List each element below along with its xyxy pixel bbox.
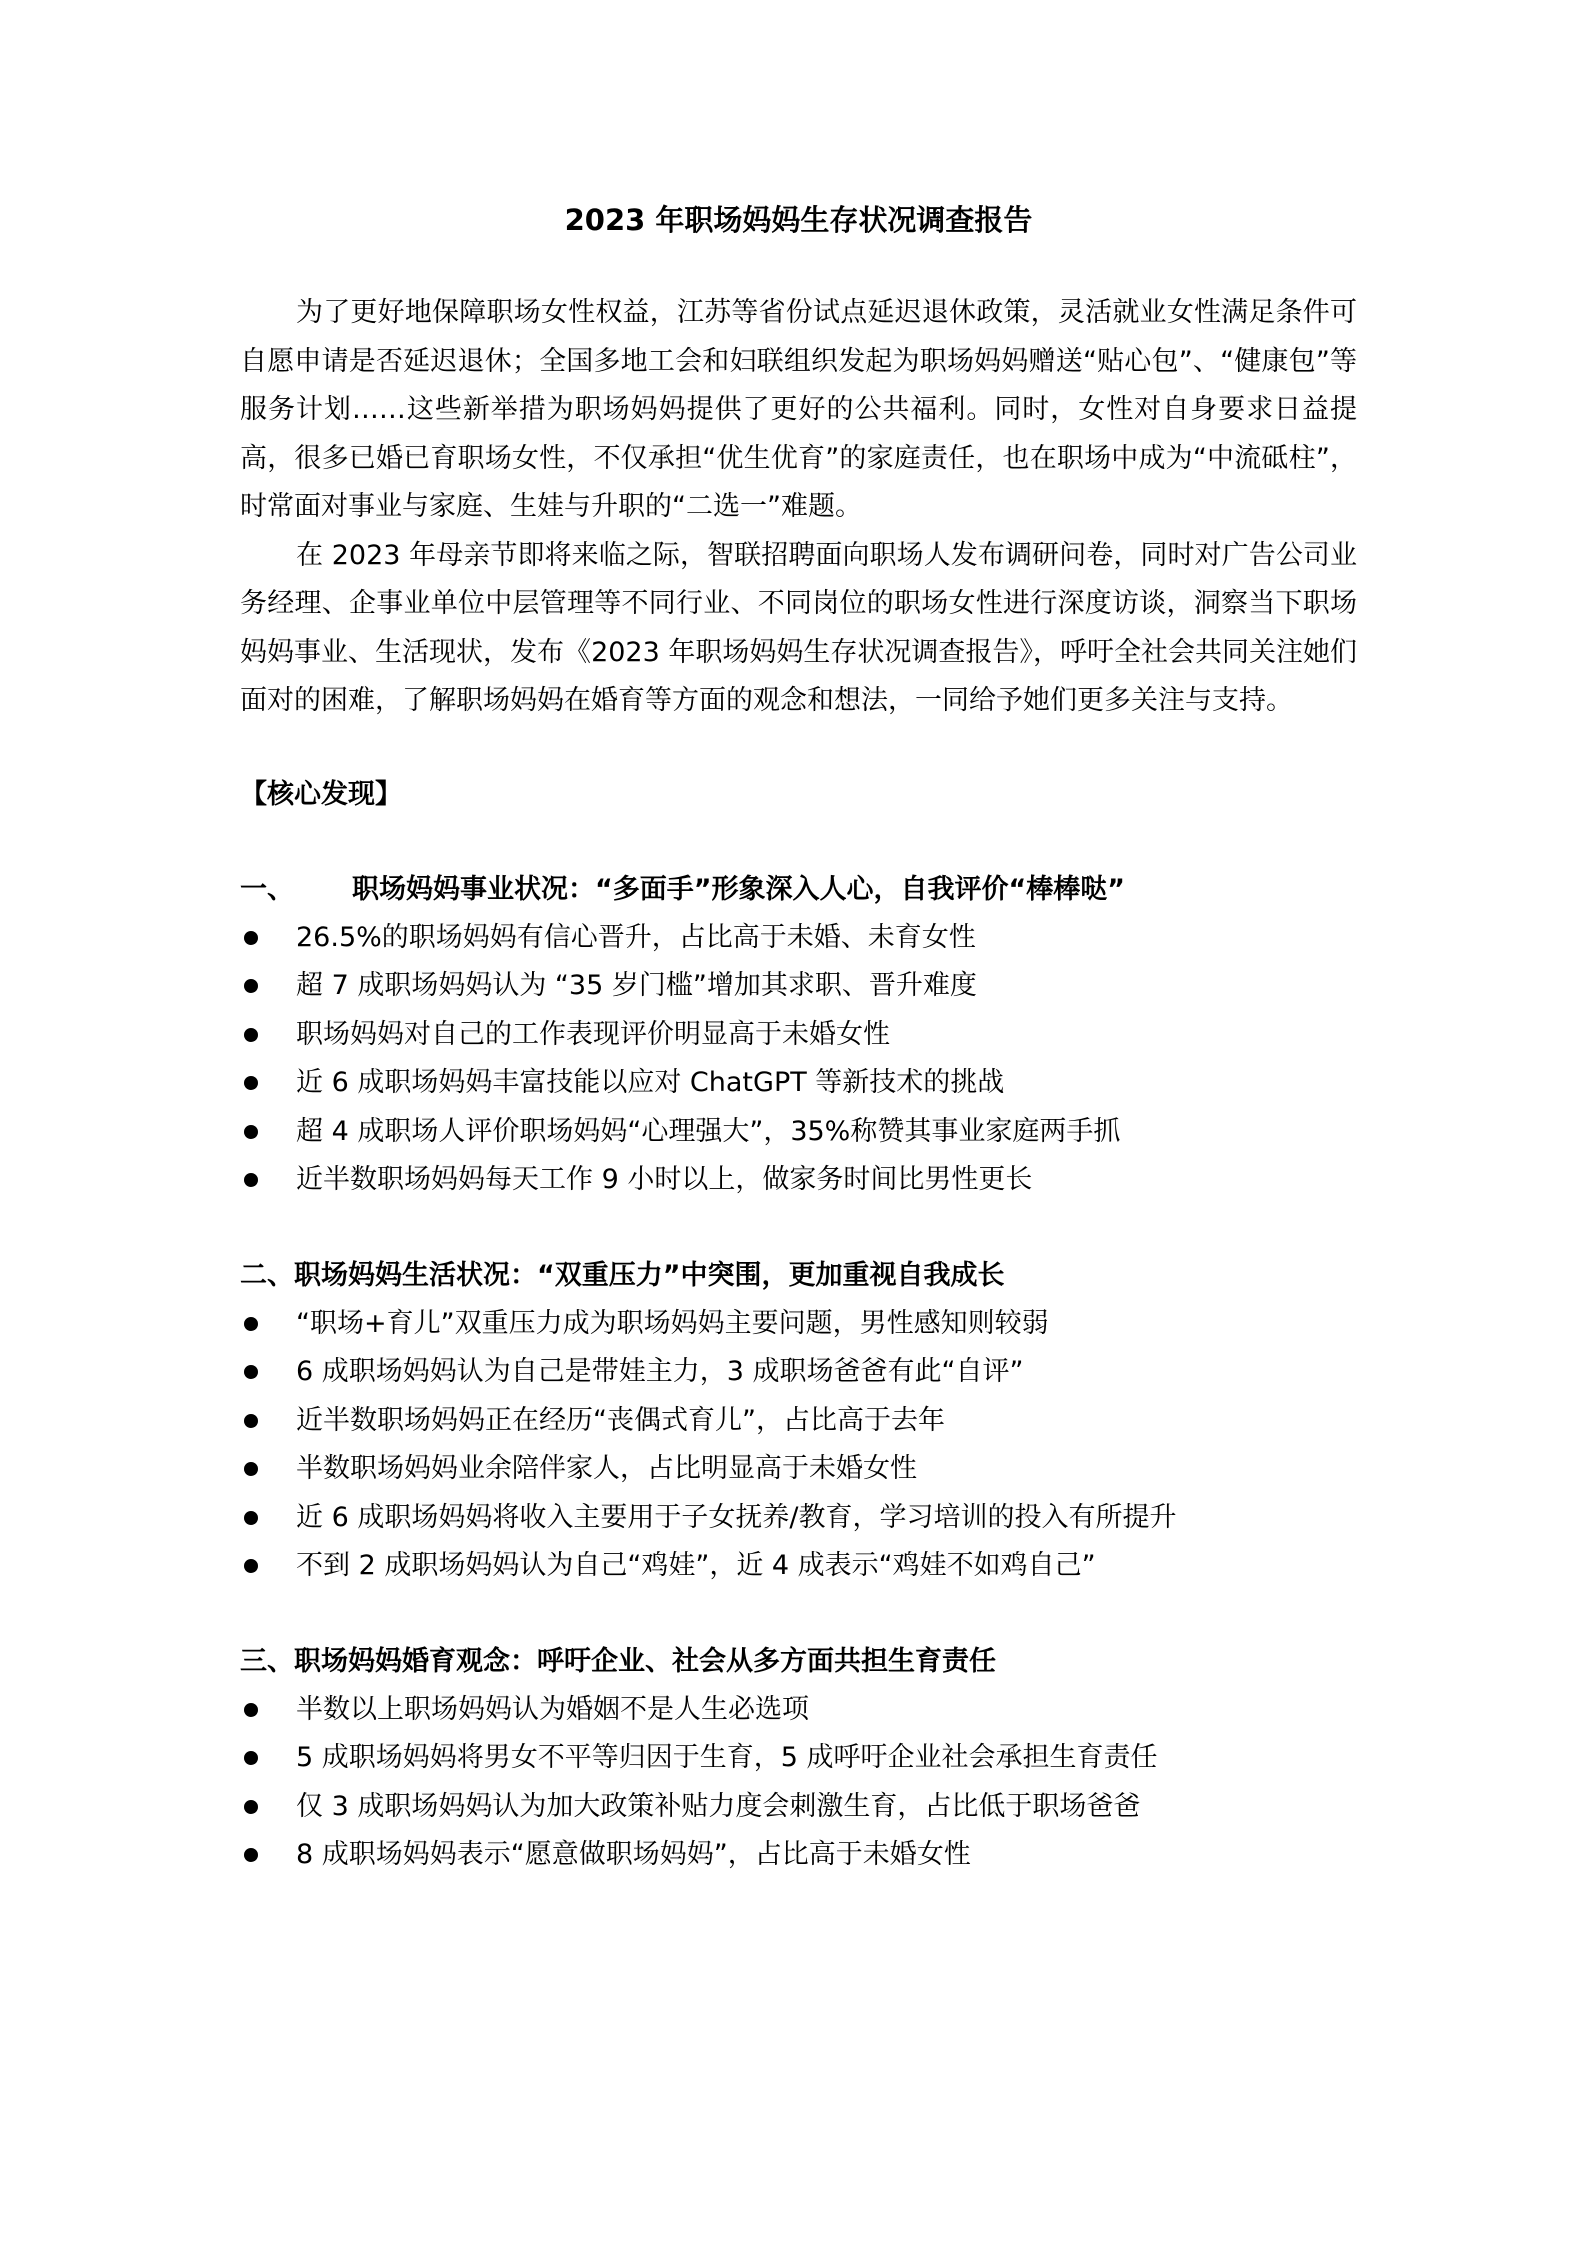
bullet-list (240, 1300, 1357, 1591)
list-item-text: 8 成职场妈妈表示“愿意做职场妈妈”，占比高于未婚女性 (296, 1839, 971, 1870)
list-item-text: 不到 2 成职场妈妈认为自己“鸡娃”，近 4 成表示“鸡娃不如鸡自己” (296, 1550, 1096, 1581)
section-heading (240, 1638, 1357, 1686)
intro-paragraph: 在 2023 年母亲节即将来临之际，智联招聘面向职场人发布调研问卷，同时对广告公司业务经理、企事业单位中层管理等不同行业、不同岗位的职场女性进行深度访谈，洞察当下职场妈妈事业、生活现状，发布《2023 年职场妈妈生存状况调查报告》，呼吁全社会共同关注她们面对的困难，了解职场妈妈在婚育等方面的观念和想法，一同给予她们更多关注与支持。 (240, 539, 1357, 716)
bullet-icon (244, 979, 258, 993)
section-title: 职场妈妈生活状况：“双重压力”中突围，更加重视自我成长 (294, 1259, 1005, 1291)
section-title: 职场妈妈事业状况：“多面手”形象深入人心，自我评价“棒棒哒” (352, 873, 1125, 905)
section-number: 三、 (240, 1645, 294, 1677)
document-page (240, 196, 1357, 1927)
list-item-text: 近半数职场妈妈每天工作 9 小时以上，做家务时间比男性更长 (296, 1164, 1033, 1195)
bullet-icon (244, 1462, 258, 1476)
bullet-icon (244, 1125, 258, 1139)
findings-section-career (240, 866, 1357, 1205)
list-item-text: 近 6 成职场妈妈丰富技能以应对 ChatGPT 等新技术的挑战 (296, 1067, 1005, 1098)
list-item-text: 近半数职场妈妈正在经历“丧偶式育儿”，占比高于去年 (296, 1404, 945, 1436)
bullet-icon (244, 1317, 258, 1331)
list-item-text: “职场+育儿”双重压力成为职场妈妈主要问题，男性感知则较弱 (296, 1307, 1049, 1339)
bullet-icon (244, 931, 258, 945)
bullet-icon (244, 1800, 258, 1814)
list-item-text: 26.5%的职场妈妈有信心晋升，占比高于未婚、未育女性 (296, 921, 976, 953)
core-findings-heading: 【核心发现】 (240, 778, 402, 810)
bullet-icon (244, 1028, 258, 1042)
list-item (240, 1011, 1357, 1060)
intro-section (240, 289, 1357, 726)
bullet-icon (244, 1751, 258, 1765)
list-item (240, 1348, 1357, 1397)
list-item-text: 5 成职场妈妈将男女不平等归因于生育，5 成呼吁企业社会承担生育责任 (296, 1742, 1158, 1773)
bullet-icon (244, 1848, 258, 1862)
list-item (240, 1108, 1357, 1157)
list-item-text: 近 6 成职场妈妈将收入主要用于子女抚养/教育，学习培训的投入有所提升 (296, 1501, 1177, 1533)
section-title: 职场妈妈婚育观念：呼吁企业、社会从多方面共担生育责任 (294, 1645, 996, 1677)
findings-section-marriage (240, 1638, 1357, 1880)
intro-paragraph: 为了更好地保障职场女性权益，江苏等省份试点延迟退休政策，灵活就业女性满足条件可自愿申请是否延迟退休；全国多地工会和妇联组织发起为职场妈妈赠送“贴心包”、“健康包”等服务计划……这些新举措为职场妈妈提供了更好的公共福利。同时，女性对自身要求日益提高，很多已婚已育职场女性，不仅承担“优生优育”的家庭责任，也在职场中成为“中流砥柱”，时常面对事业与家庭、生娃与升职的“二选一”难题。 (240, 297, 1357, 522)
list-item (240, 1059, 1357, 1108)
bullet-icon (244, 1365, 258, 1379)
list-item (240, 1783, 1357, 1832)
findings-section-life (240, 1252, 1357, 1591)
list-item-text: 半数以上职场妈妈认为婚姻不是人生必选项 (296, 1693, 809, 1725)
list-item (240, 1494, 1357, 1543)
bullet-icon (244, 1559, 258, 1573)
bullet-icon (244, 1076, 258, 1090)
list-item (240, 1397, 1357, 1446)
list-item (240, 1734, 1357, 1783)
bullet-icon (244, 1173, 258, 1187)
list-item (240, 914, 1357, 963)
list-item (240, 1445, 1357, 1494)
bullet-list (240, 1686, 1357, 1880)
list-item-text: 超 7 成职场妈妈认为 “35 岁门槛”增加其求职、晋升难度 (296, 970, 977, 1001)
list-item-text: 半数职场妈妈业余陪伴家人，占比明显高于未婚女性 (296, 1453, 917, 1484)
bullet-icon (244, 1414, 258, 1428)
document-title: 2023 年职场妈妈生存状况调查报告 (564, 203, 1033, 237)
section-number: 二、 (240, 1259, 294, 1291)
bullet-list (240, 914, 1357, 1205)
list-item-text: 6 成职场妈妈认为自己是带娃主力，3 成职场爸爸有此“自评” (296, 1356, 1024, 1387)
list-item-text: 职场妈妈对自己的工作表现评价明显高于未婚女性 (296, 1018, 890, 1050)
list-item (240, 1300, 1357, 1349)
list-item-text: 超 4 成职场人评价职场妈妈“心理强大”，35%称赞其事业家庭两手抓 (296, 1115, 1121, 1147)
bullet-icon (244, 1703, 258, 1717)
section-heading (240, 866, 1357, 914)
bullet-icon (244, 1511, 258, 1525)
section-number: 一、 (240, 873, 294, 905)
list-item (240, 962, 1357, 1011)
list-item (240, 1542, 1357, 1591)
section-heading (240, 1252, 1357, 1300)
list-item (240, 1686, 1357, 1735)
list-item (240, 1156, 1357, 1205)
list-item (240, 1831, 1357, 1880)
list-item-text: 仅 3 成职场妈妈认为加大政策补贴力度会刺激生育，占比低于职场爸爸 (296, 1790, 1141, 1822)
